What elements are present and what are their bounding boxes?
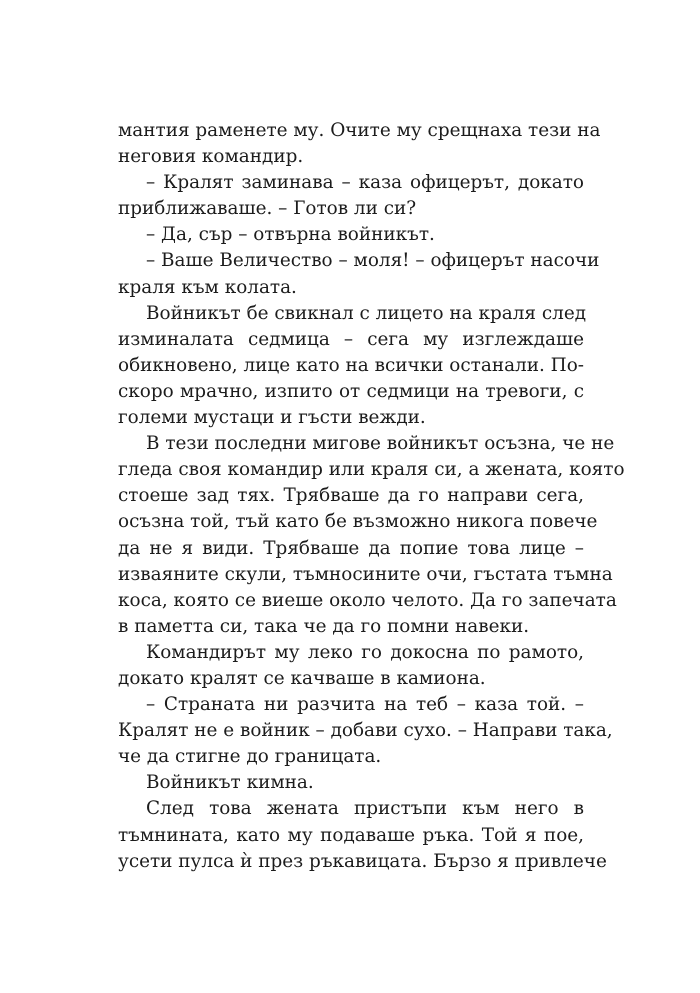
text-line: Войникът кимна.: [146, 772, 314, 794]
text-line: да не я види. Трябваше да попие това лице –: [118, 537, 584, 559]
text-line: че да стигне до границата.: [118, 746, 382, 768]
text-line: – Ваше Величество – моля! – офицерът насочи: [146, 250, 600, 272]
text-line: неговия командир.: [118, 146, 304, 168]
body-text: [118, 118, 625, 875]
text-line: обикновено, лице като на всички останали. По-: [118, 354, 584, 376]
text-line: гледа своя командир или краля си, а жената, която: [118, 459, 625, 481]
text-line: – Кралят заминава – каза офицерът, докато: [146, 172, 584, 194]
text-line: Войникът бе свикнал с лицето на краля след: [146, 302, 587, 324]
text-line: докато кралят се качваше в камиона.: [118, 667, 486, 689]
text-line: усети пулса ѝ през ръкавицата. Бързо я привлече: [118, 850, 607, 872]
text-line: Кралят не е войник – добави сухо. – Направи така,: [118, 720, 613, 742]
text-line: големи мустаци и гъсти вежди.: [118, 407, 426, 429]
text-line: тъмнината, като му подаваше ръка. Той я пое,: [118, 824, 584, 846]
text-line: мантия раменете му. Очите му срещнаха тези на: [118, 120, 601, 141]
text-line: В тези последни мигове войникът осъзна, че не: [146, 433, 615, 455]
text-line: краля към колата.: [118, 276, 297, 298]
text-line: – Да, сър – отвърна войникът.: [146, 224, 435, 246]
text-line: коса, която се виеше около челото. Да го запечата: [118, 589, 617, 611]
text-line: – Страната ни разчита на теб – каза той. –: [146, 694, 584, 716]
text-line: изминалата седмица – сега му изглеждаше: [118, 328, 584, 350]
text-line: След това жената пристъпи към него в: [146, 798, 584, 820]
text-line: стоеше зад тях. Трябваше да го направи сега,: [118, 485, 584, 507]
text-line: в паметта си, така че да го помни навеки.: [118, 615, 530, 637]
text-line: приближаваше. – Готов ли си?: [118, 198, 417, 220]
text-line: изваяните скули, тъмносините очи, гъстата тъмна: [118, 563, 613, 585]
text-line: скоро мрачно, изпито от седмици на тревоги, с: [118, 380, 584, 402]
text-line: осъзна той, тъй като бе възможно никога повече: [118, 511, 598, 533]
text-line: Командирът му леко го докосна по рамото,: [146, 641, 584, 663]
